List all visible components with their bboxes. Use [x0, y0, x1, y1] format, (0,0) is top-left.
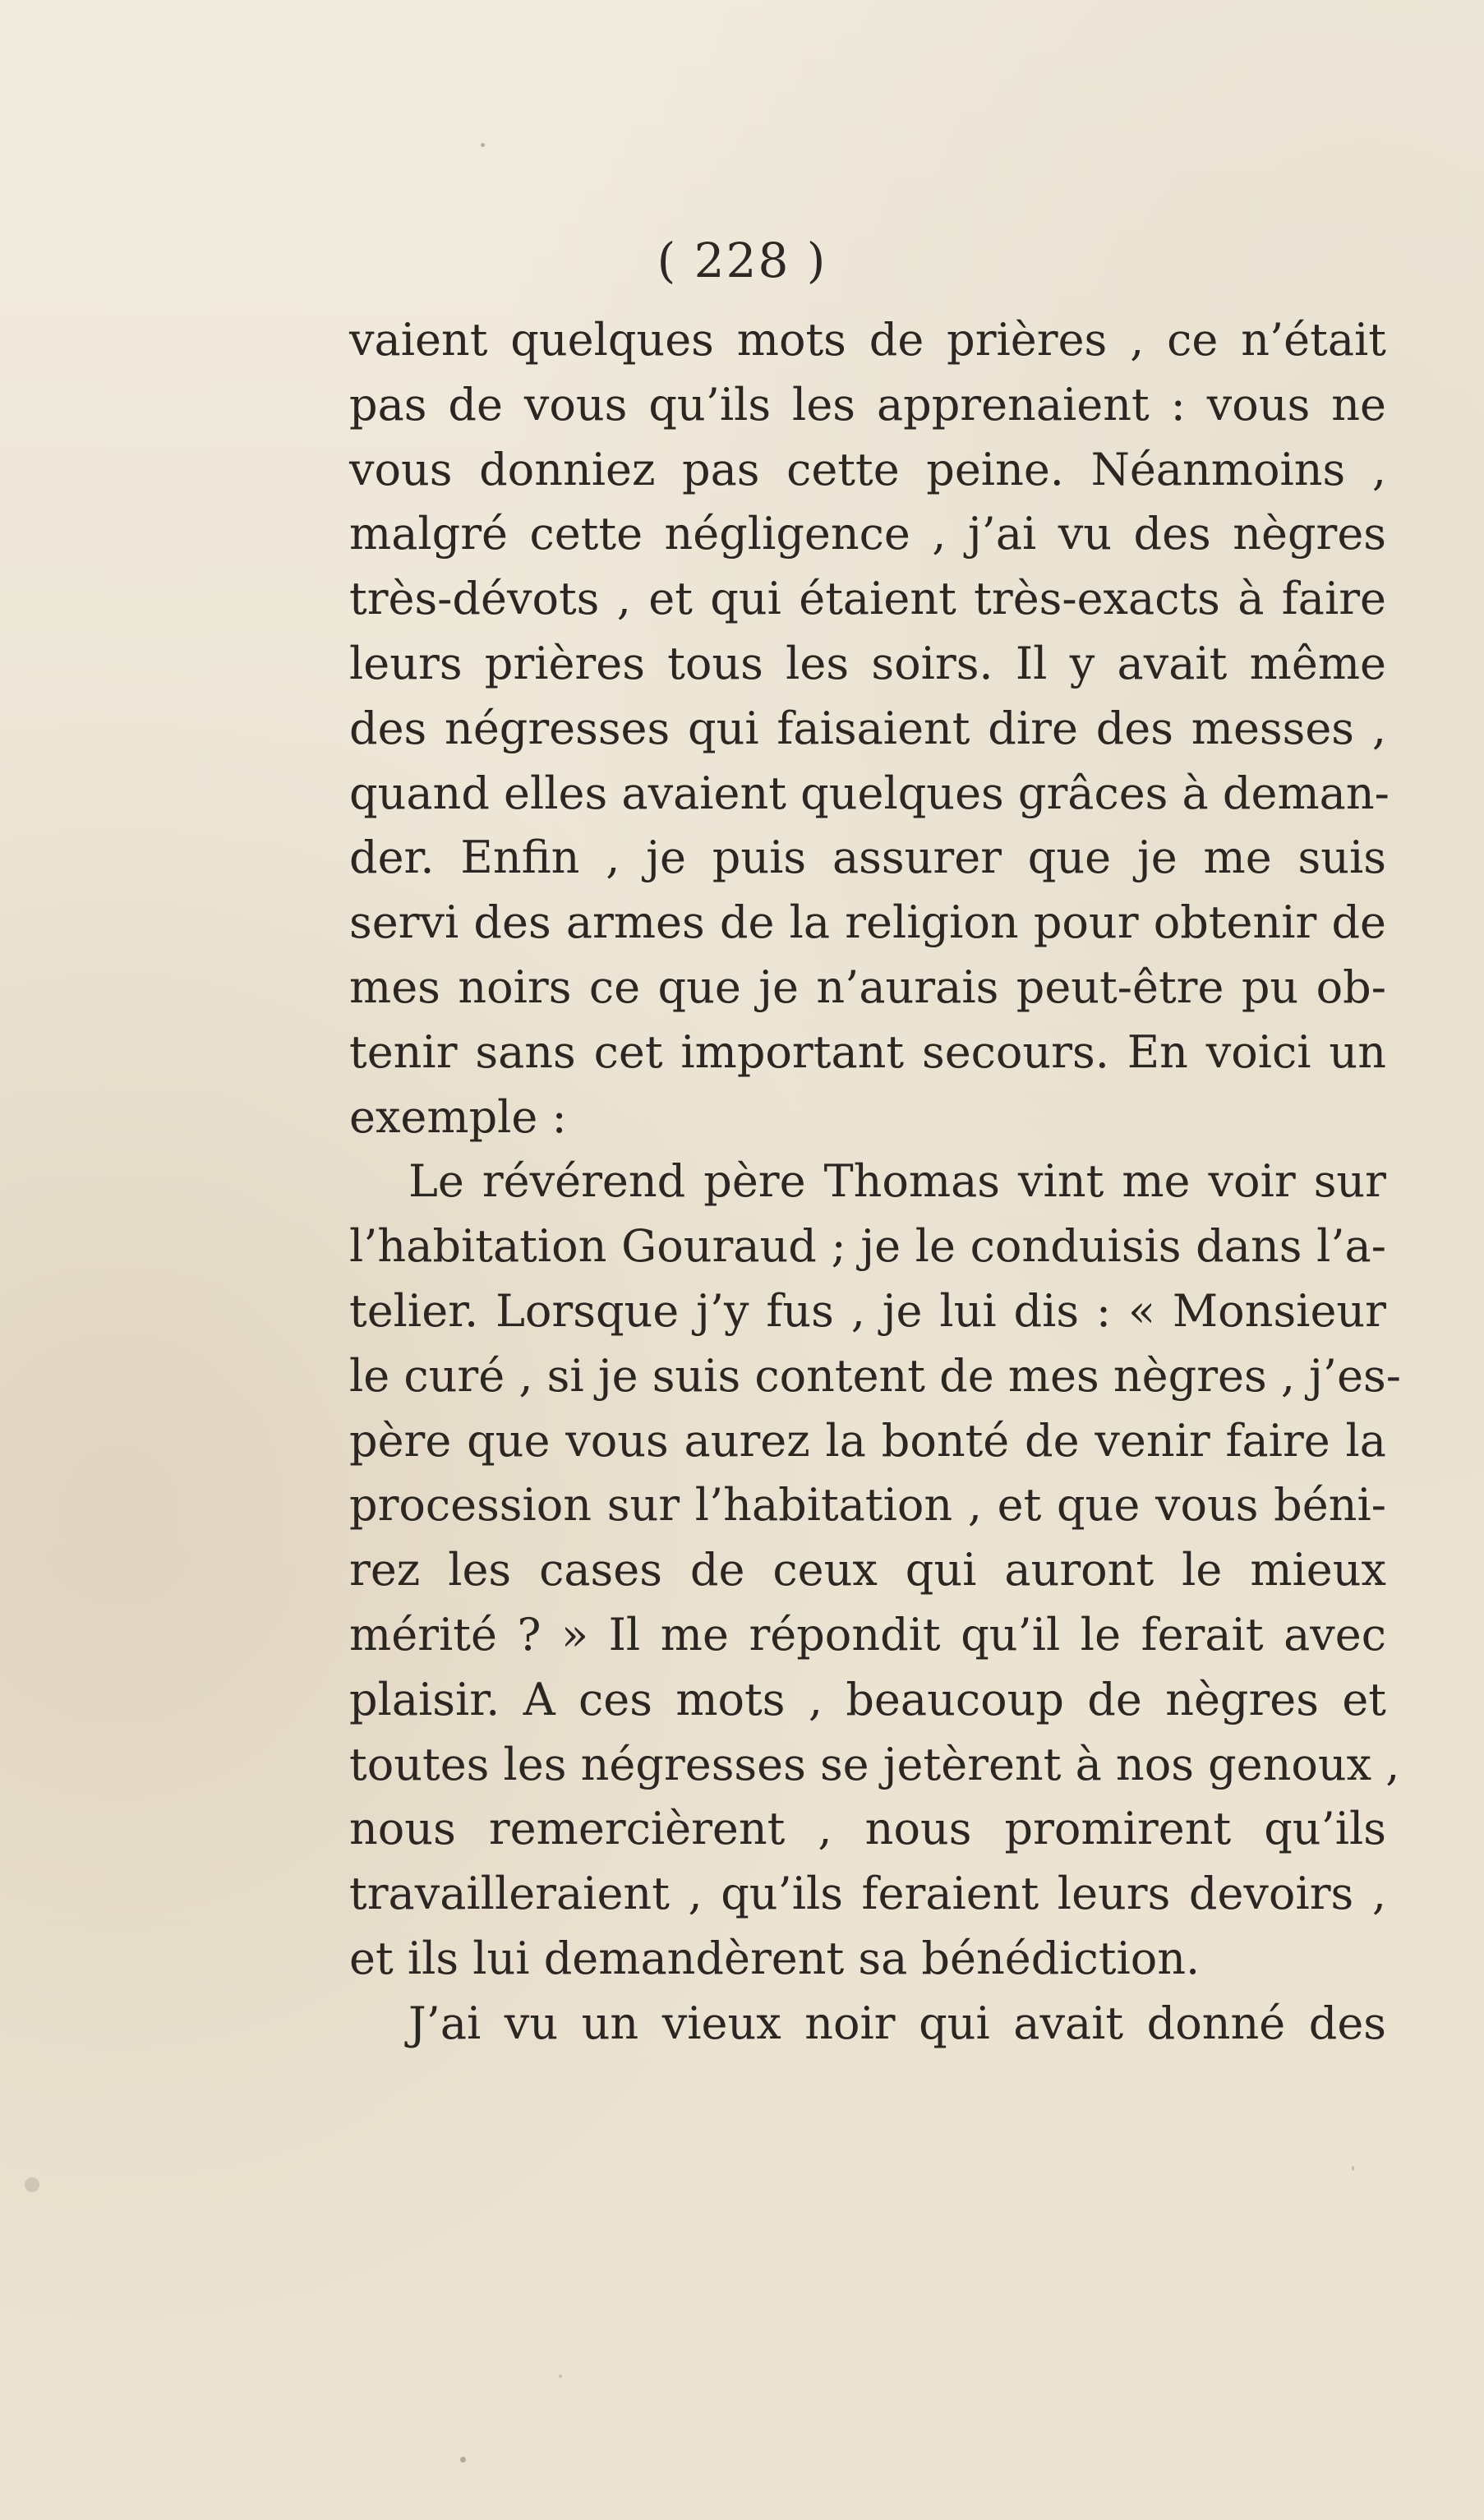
text-line: mes noirs ce que je n’aurais peut-être pu ob- — [349, 961, 1386, 1013]
text-line: toutes les négresses se jetèrent à nos genoux , — [349, 1738, 1400, 1790]
text-line: J’ai vu un vieux noir qui avait donné des — [408, 1997, 1386, 2049]
text-line: travailleraient , qu’ils feraient leurs devoirs , — [349, 1868, 1386, 1920]
text-line: quand elles avaient quelques grâces à deman- — [349, 767, 1390, 819]
text-line: exemple : — [349, 1090, 567, 1143]
text-line: leurs prières tous les soirs. Il y avait même — [349, 637, 1386, 689]
paper-speck — [25, 2177, 39, 2192]
text-line: vaient quelques mots de prières , ce n’était — [349, 314, 1386, 366]
text-line: malgré cette négligence , j’ai vu des nègres — [349, 508, 1386, 560]
text-line: pas de vous qu’ils les apprenaient : vous ne — [349, 378, 1386, 431]
text-line: tenir sans cet important secours. En voici un — [349, 1025, 1386, 1078]
text-line: plaisir. A ces mots , beaucoup de nègres et — [349, 1673, 1386, 1725]
text-line: rez les cases de ceux qui auront le mieux — [349, 1544, 1386, 1596]
text-line: nous remercièrent , nous promirent qu’ils — [349, 1803, 1386, 1855]
page-number: ( 228 ) — [657, 233, 827, 288]
text-line: le curé , si je suis content de mes nègres , j’es- — [349, 1349, 1401, 1402]
text-line: mérité ? » Il me répondit qu’il le ferait avec — [349, 1608, 1386, 1661]
text-line: et ils lui demandèrent sa bénédiction. — [349, 1932, 1201, 1984]
text-line: Le révérend père Thomas vint me voir sur — [408, 1155, 1386, 1208]
text-line: l’habitation Gouraud ; je le conduisis dans l’a- — [349, 1220, 1386, 1273]
paper-speck — [460, 2457, 466, 2462]
text-line: très-dévots , et qui étaient très-exacts à faire — [349, 573, 1386, 625]
text-line: des négresses qui faisaient dire des messes , — [349, 702, 1386, 754]
body-text — [349, 308, 1401, 2057]
text-line: der. Enfin , je puis assurer que je me suis — [349, 832, 1386, 884]
text-line: servi des armes de la religion pour obtenir de — [349, 896, 1386, 949]
text-line: père que vous aurez la bonté de venir faire la — [349, 1414, 1386, 1467]
paper-speck — [1352, 2166, 1354, 2171]
text-line: vous donniez pas cette peine. Néanmoins , — [349, 443, 1386, 495]
paper-speck — [481, 143, 485, 147]
text-line: procession sur l’habitation , et que vous béni- — [349, 1479, 1386, 1532]
paper-speck — [559, 2375, 562, 2378]
text-line: telier. Lorsque j’y fus , je lui dis : « Monsieur — [349, 1284, 1386, 1337]
